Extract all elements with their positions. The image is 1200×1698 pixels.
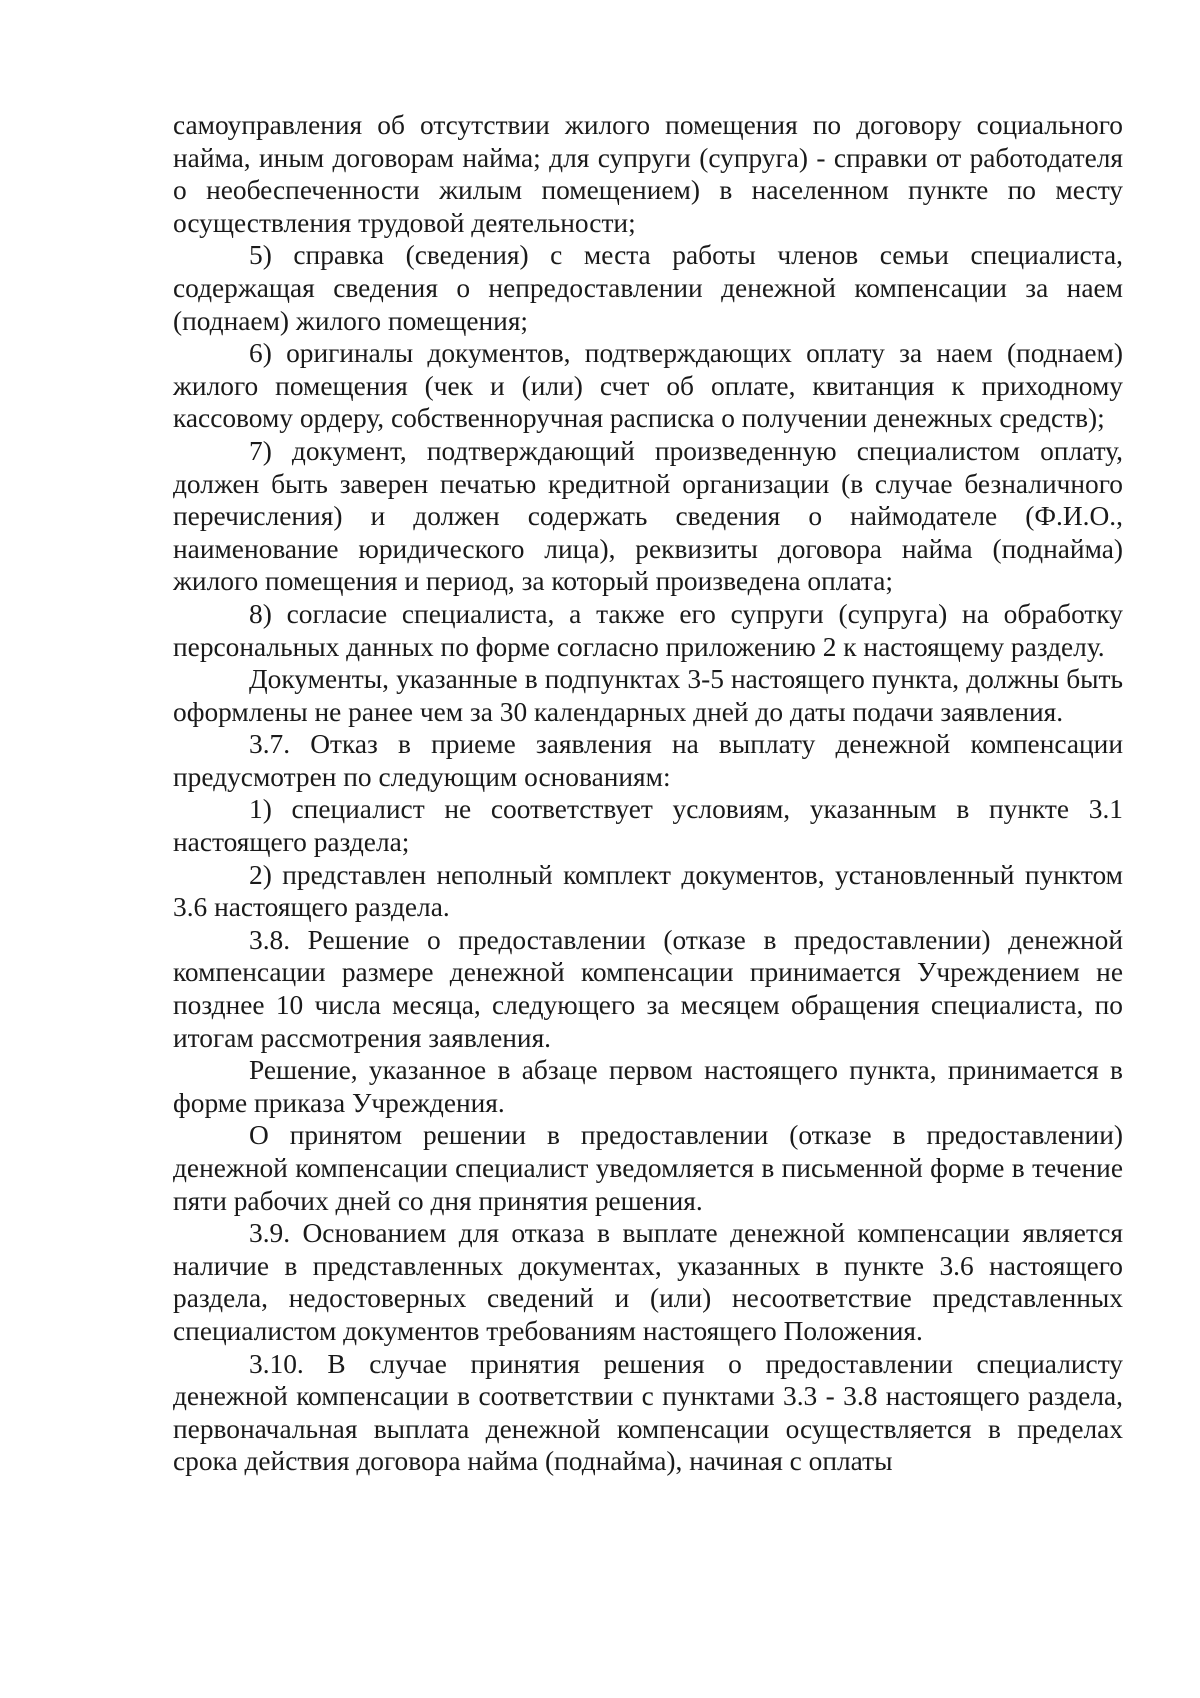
paragraph-3-10: 3.10. В случае принятия решения о предоставлении специалисту денежной компенсации в соответствии с пунктами 3.3 - 3.8 настоящего раздела, первоначальная выплата денежной компенсации осуществляется в пределах срока действия договора найма (поднайма), начиная с оплаты (173, 1348, 1123, 1477)
paragraph-item-7: 7) документ, подтверждающий произведенную специалистом оплату, должен быть заверен печатью кредитной организации (в случае безналичного перечисления) и должен содержать сведения о наймодателе (Ф.И.О., наименование юридического лица), реквизиты договора найма (поднайма) жилого помещения и период, за который произведена оплата; (173, 435, 1123, 597)
paragraph-documents-note: Документы, указанные в подпунктах 3-5 настоящего пункта, должны быть оформлены не ранее чем за 30 календарных дней до даты подачи заявления. (173, 664, 1123, 727)
paragraph-3-7: 3.7. Отказ в приеме заявления на выплату денежной компенсации предусмотрен по следующим основаниям: (173, 729, 1123, 792)
paragraph-item-6: 6) оригиналы документов, подтверждающих оплату за наем (поднаем) жилого помещения (чек и (или) счет об оплате, квитанция к приходному кассовому ордеру, собственноручная расписка о получении денежных средств); (173, 338, 1123, 434)
paragraph-3-9: 3.9. Основанием для отказа в выплате денежной компенсации является наличие в представленных документах, указанных в пункте 3.6 настоящего раздела, недостоверных сведений и (или) несоответствие представленных специалистом документов требованиям настоящего Положения. (173, 1218, 1123, 1346)
paragraph-3-7-item-1: 1) специалист не соответствует условиям, указанным в пункте 3.1 настоящего раздела; (173, 794, 1123, 858)
paragraph-3-8-notify: О принятом решении в предоставлении (отказе в предоставлении) денежной компенсации специалист уведомляется в письменной форме в течение пяти рабочих дней со дня принятия решения. (173, 1120, 1123, 1216)
paragraph-continuation: самоуправления об отсутствии жилого помещения по договору социального найма, иным договорам найма; для супруги (супруга) - справки от работодателя о необеспеченности жилым помещением) в населенном пункте по месту осуществления трудовой деятельности; (173, 110, 1123, 238)
paragraph-3-8: 3.8. Решение о предоставлении (отказе в предоставлении) денежной компенсации размере денежной компенсации принимается Учреждением не позднее 10 числа месяца, следующего за месяцем обращения специалиста, по итогам рассмотрения заявления. (173, 924, 1123, 1053)
paragraph-item-8: 8) согласие специалиста, а также его супруги (супруга) на обработку персональных данных по форме согласно приложению 2 к настоящему разделу. (173, 598, 1123, 662)
paragraph-3-7-item-2: 2) представлен неполный комплект документов, установленный пунктом 3.6 настоящего раздела. (173, 859, 1123, 923)
document-page (173, 109, 1123, 1478)
paragraph-item-5: 5) справка (сведения) с места работы членов семьи специалиста, содержащая сведения о непредоставлении денежной компенсации за наем (поднаем) жилого помещения; (173, 240, 1123, 336)
paragraph-3-8-form: Решение, указанное в абзаце первом настоящего пункта, принимается в форме приказа Учреждения. (173, 1055, 1123, 1118)
